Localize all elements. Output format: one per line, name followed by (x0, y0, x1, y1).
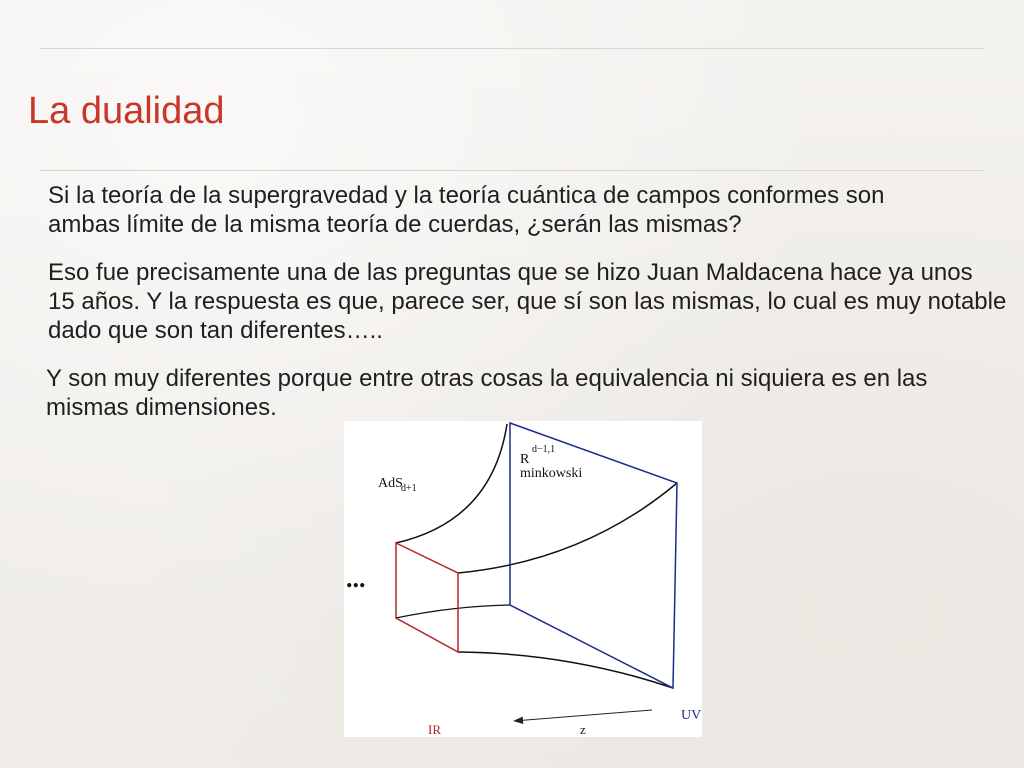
funnel-edge-bottom-left (396, 605, 510, 618)
funnel-edge-top-right (458, 483, 677, 573)
paragraph-2 (48, 258, 1006, 345)
paragraph-line: Eso fue precisamente una de las preguntas que se hizo Juan Maldacena hace ya unos (48, 259, 973, 286)
ir-boundary (396, 543, 458, 652)
paragraph-line: Y son muy diferentes porque entre otras cosas la equivalencia ni siquiera es en las (46, 365, 928, 392)
uv-label: UV (681, 708, 702, 723)
uv-boundary (510, 423, 677, 688)
top-divider (40, 48, 985, 49)
title-divider (40, 170, 985, 171)
ads-subscript: d+1 (401, 483, 417, 494)
minkowski-label: minkowski (520, 466, 583, 481)
paragraph-line: 15 años. Y la respuesta es que, parece ser, que sí son las mismas, lo cual es muy notable (48, 288, 1007, 315)
ads-label: AdS (378, 476, 403, 491)
funnel-edge-bottom-right (458, 652, 673, 688)
r-label: R (520, 452, 530, 467)
paragraph-line: mismas dimensiones. (46, 394, 277, 421)
paragraph-1 (48, 181, 884, 239)
ellipsis-label: ... (346, 564, 366, 593)
paragraph-line: Si la teoría de la supergravedad y la teoría cuántica de campos conformes son (48, 182, 885, 209)
z-axis-arrowhead (513, 717, 523, 724)
z-label: z (580, 722, 586, 737)
slide-title: La dualidad (28, 90, 225, 132)
ads-cft-diagram (344, 421, 702, 737)
r-superscript: d−1,1 (532, 444, 556, 455)
paragraph-line: ambas límite de la misma teoría de cuerdas, ¿serán las mismas? (48, 211, 742, 238)
z-axis-arrow-line (520, 710, 652, 721)
paragraph-line: dado que son tan diferentes….. (48, 317, 383, 344)
ir-label: IR (428, 722, 441, 737)
paragraph-3 (46, 364, 927, 422)
